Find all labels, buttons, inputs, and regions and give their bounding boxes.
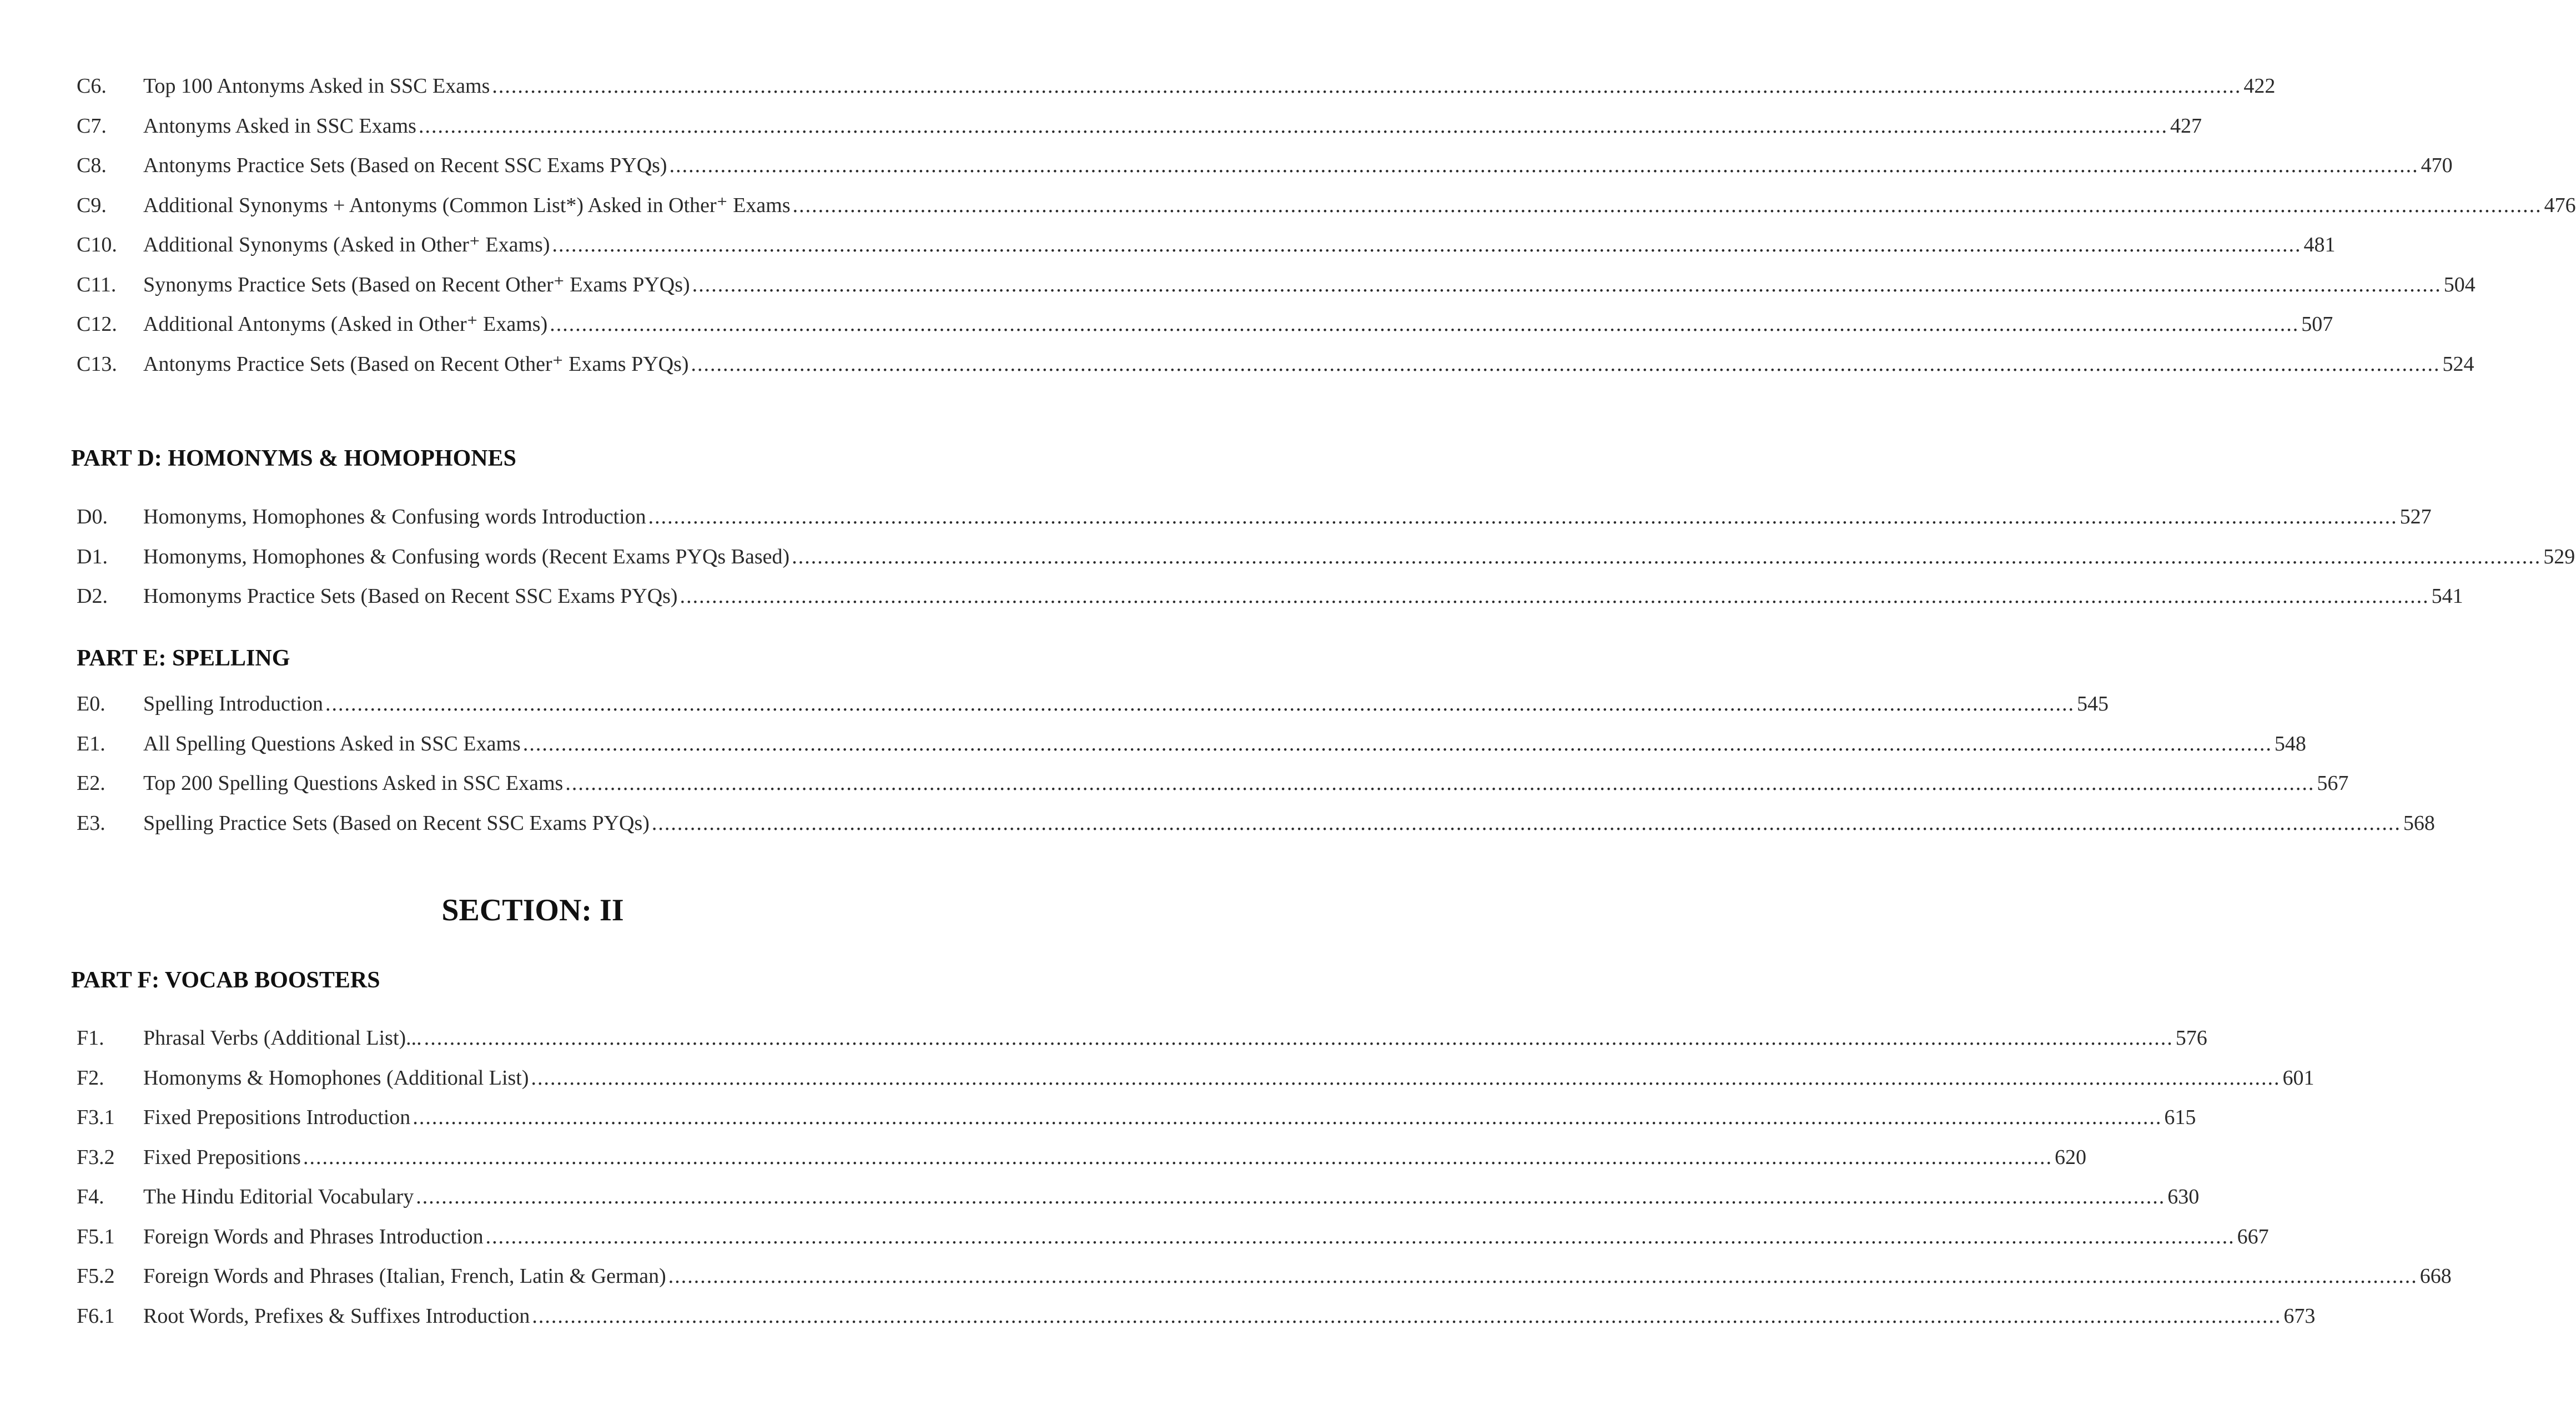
- dot-leader: [691, 345, 2441, 385]
- toc-entry-c12[interactable]: [77, 305, 2333, 345]
- dot-leader: [532, 1297, 2281, 1337]
- entry-code: C12.: [77, 313, 117, 336]
- toc-entry-f6-1[interactable]: [77, 1297, 2316, 1337]
- entry-code: E1.: [77, 732, 105, 755]
- entry-title: Antonyms Asked in SSC Exams: [143, 114, 416, 138]
- part-e-heading: PART E: SPELLING: [77, 646, 290, 671]
- toc-entry-e2[interactable]: [77, 764, 2349, 804]
- entry-code: E3.: [77, 811, 105, 835]
- dot-leader: [565, 764, 2315, 804]
- dot-leader: [668, 1257, 2418, 1297]
- toc-list-part-c: [77, 67, 2576, 384]
- entry-code: D2.: [77, 584, 108, 608]
- toc-entry-f4[interactable]: [77, 1177, 2200, 1217]
- entry-title: Top 100 Antonyms Asked in SSC Exams: [143, 74, 490, 98]
- entry-code: F5.2: [77, 1264, 115, 1288]
- toc-entry-f5-1[interactable]: [77, 1217, 2269, 1257]
- toc-entry-c10[interactable]: [77, 225, 2336, 265]
- entry-page-number: 476: [2544, 193, 2576, 217]
- section-heading: SECTION: II: [441, 893, 624, 928]
- entry-page-number: 615: [2164, 1106, 2196, 1129]
- entry-page-number: 620: [2054, 1145, 2086, 1169]
- entry-page-number: 481: [2303, 233, 2336, 256]
- toc-entry-c13[interactable]: [77, 345, 2474, 385]
- entry-page-number: 545: [2077, 692, 2109, 715]
- entry-code: C7.: [77, 114, 107, 138]
- dot-leader: [424, 1019, 2174, 1059]
- entry-code: C13.: [77, 352, 117, 376]
- entry-page-number: 524: [2442, 352, 2474, 376]
- entry-code: F1.: [77, 1026, 104, 1050]
- entry-title: Additional Antonyms (Asked in Other⁺ Exams): [143, 313, 548, 336]
- entry-title: All Spelling Questions Asked in SSC Exams: [143, 732, 521, 755]
- entry-title: The Hindu Editorial Vocabulary: [143, 1185, 414, 1208]
- entry-title: Synonyms Practice Sets (Based on Recent Other⁺ Exams PYQs): [143, 273, 690, 296]
- dot-leader: [552, 225, 2301, 265]
- toc-list-part-d: [77, 497, 2575, 617]
- entry-page-number: 601: [2282, 1066, 2315, 1090]
- toc-entry-f3-2[interactable]: [77, 1138, 2086, 1178]
- entry-title: Foreign Words and Phrases Introduction: [143, 1225, 484, 1248]
- part-f-heading: PART F: VOCAB BOOSTERS: [71, 968, 380, 993]
- entry-page-number: 529: [2543, 545, 2575, 568]
- entry-code: C11.: [77, 273, 117, 296]
- entry-code: C6.: [77, 74, 107, 98]
- entry-page-number: 470: [2421, 154, 2453, 177]
- entry-title: Antonyms Practice Sets (Based on Recent SSC Exams PYQs): [143, 154, 667, 177]
- dot-leader: [416, 1177, 2165, 1217]
- toc-entry-c11[interactable]: [77, 265, 2476, 305]
- dot-leader: [692, 265, 2442, 305]
- entry-title: Homonyms, Homophones & Confusing words (Recent Exams PYQs Based): [143, 545, 790, 568]
- toc-list-part-e: [77, 684, 2435, 843]
- entry-code: F2.: [77, 1066, 104, 1090]
- entry-title: Fixed Prepositions: [143, 1145, 301, 1169]
- entry-page-number: 548: [2274, 732, 2306, 755]
- entry-title: Spelling Introduction: [143, 692, 324, 715]
- dot-leader: [550, 305, 2299, 345]
- dot-leader: [792, 537, 2541, 577]
- entry-page-number: 567: [2317, 772, 2349, 795]
- toc-list-part-f: [77, 1019, 2452, 1336]
- entry-page-number: 422: [2243, 74, 2276, 98]
- entry-page-number: 527: [2399, 505, 2432, 528]
- entry-page-number: 507: [2301, 313, 2333, 336]
- dot-leader: [492, 67, 2241, 107]
- entry-code: F4.: [77, 1185, 104, 1208]
- entry-page-number: 630: [2167, 1185, 2200, 1208]
- entry-code: E0.: [77, 692, 105, 715]
- entry-code: E2.: [77, 772, 105, 795]
- entry-title: Root Words, Prefixes & Suffixes Introduction: [143, 1304, 530, 1328]
- entry-code: D0.: [77, 505, 108, 528]
- entry-title: Fixed Prepositions Introduction: [143, 1106, 411, 1129]
- toc-entry-c6[interactable]: [77, 67, 2276, 107]
- toc-entry-e0[interactable]: [77, 684, 2109, 724]
- part-d-heading: PART D: HOMONYMS & HOMOPHONES: [71, 446, 516, 471]
- toc-entry-c8[interactable]: [77, 146, 2453, 186]
- dot-leader: [793, 186, 2542, 226]
- entry-title: Phrasal Verbs (Additional List)...: [143, 1026, 422, 1050]
- dot-leader: [523, 724, 2272, 764]
- entry-code: C9.: [77, 193, 107, 217]
- toc-entry-f3-1[interactable]: [77, 1098, 2196, 1138]
- toc-entry-c7[interactable]: [77, 107, 2202, 147]
- entry-code: F5.1: [77, 1225, 115, 1248]
- entry-page-number: 568: [2403, 811, 2435, 835]
- entry-code: D1.: [77, 545, 108, 568]
- entry-title: Foreign Words and Phrases (Italian, French, Latin & German): [143, 1264, 666, 1288]
- dot-leader: [419, 107, 2168, 147]
- entry-title: Homonyms Practice Sets (Based on Recent SSC Exams PYQs): [143, 584, 678, 608]
- toc-entry-e3[interactable]: [77, 804, 2435, 844]
- dot-leader: [486, 1217, 2235, 1257]
- entry-page-number: 504: [2443, 273, 2476, 296]
- toc-entry-f2[interactable]: [77, 1059, 2315, 1098]
- entry-title: Antonyms Practice Sets (Based on Recent Other⁺ Exams PYQs): [143, 352, 689, 376]
- entry-code: C10.: [77, 233, 117, 256]
- toc-entry-e1[interactable]: [77, 724, 2306, 764]
- toc-entry-d2[interactable]: [77, 577, 2463, 617]
- entry-code: F3.2: [77, 1145, 115, 1169]
- dot-leader: [303, 1138, 2052, 1178]
- dot-leader: [412, 1098, 2162, 1138]
- toc-entry-f1[interactable]: [77, 1019, 2207, 1059]
- entry-code: C8.: [77, 154, 107, 177]
- entry-code: F3.1: [77, 1106, 115, 1129]
- toc-entry-c9[interactable]: [77, 186, 2576, 226]
- toc-entry-d0[interactable]: [77, 497, 2432, 537]
- entry-page-number: 673: [2283, 1304, 2316, 1328]
- entry-title: Additional Synonyms + Antonyms (Common List*) Asked in Other⁺ Exams: [143, 193, 791, 217]
- entry-code: F6.1: [77, 1304, 115, 1328]
- dot-leader: [648, 497, 2398, 537]
- entry-page-number: 427: [2170, 114, 2202, 138]
- entry-title: Spelling Practice Sets (Based on Recent SSC Exams PYQs): [143, 811, 650, 835]
- dot-leader: [680, 577, 2429, 617]
- entry-page-number: 541: [2431, 584, 2463, 608]
- toc-entry-d1[interactable]: [77, 537, 2575, 577]
- entry-title: Top 200 Spelling Questions Asked in SSC Exams: [143, 772, 564, 795]
- toc-entry-f5-2[interactable]: [77, 1257, 2452, 1297]
- entry-page-number: 667: [2237, 1225, 2269, 1248]
- dot-leader: [670, 146, 2419, 186]
- dot-leader: [652, 804, 2401, 844]
- entry-page-number: 668: [2419, 1264, 2452, 1288]
- entry-title: Additional Synonyms (Asked in Other⁺ Exams): [143, 233, 550, 256]
- entry-page-number: 576: [2175, 1026, 2207, 1050]
- dot-leader: [531, 1059, 2281, 1098]
- dot-leader: [325, 684, 2075, 724]
- entry-title: Homonyms, Homophones & Confusing words Introduction: [143, 505, 646, 528]
- entry-title: Homonyms & Homophones (Additional List): [143, 1066, 529, 1090]
